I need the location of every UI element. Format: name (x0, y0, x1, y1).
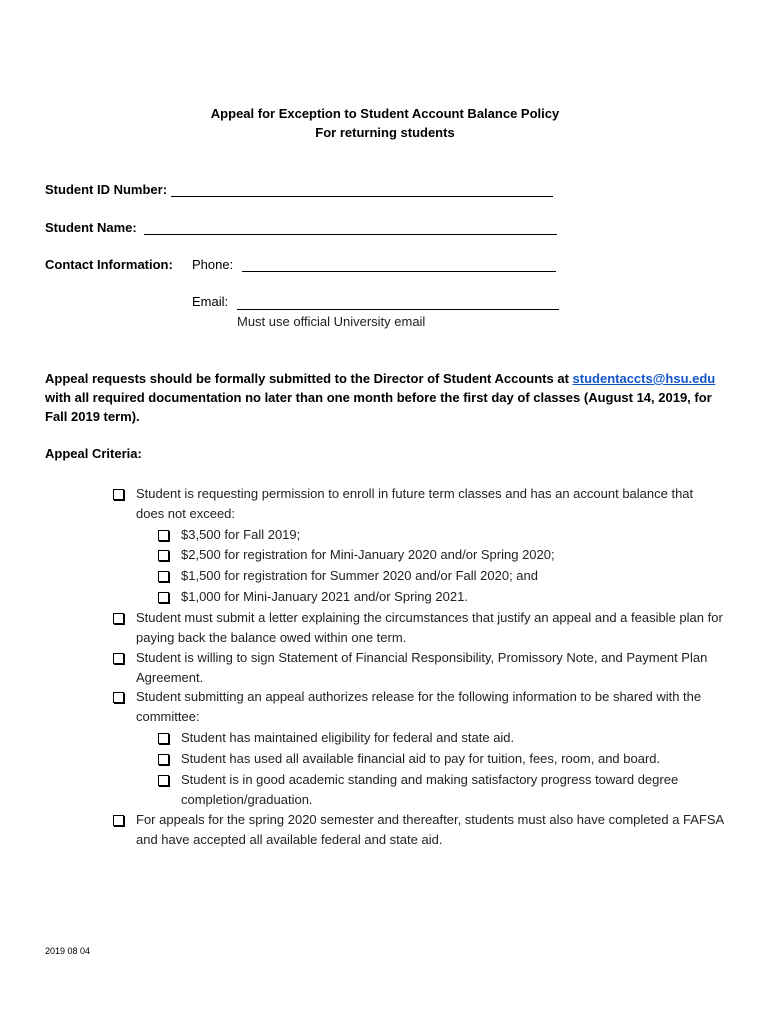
criteria-item: Student is willing to sign Statement of Financial Responsibility, Promissory Note, and Payment Plan Agreement. (136, 650, 708, 685)
email-field[interactable] (237, 309, 559, 310)
student-id-field[interactable] (171, 196, 553, 197)
criteria-item: Student submitting an appeal authorizes release for the following information to be shared with the committee: (136, 689, 702, 724)
form-title: Appeal for Exception to Student Account Balance Policy (210, 106, 560, 121)
checkbox[interactable] (113, 692, 124, 703)
criteria-item: For appeals for the spring 2020 semester and thereafter, students must also have completed a FAFSA and have accepted all available federal and state aid. (136, 812, 724, 847)
sub-criteria-item: Student is in good academic standing and making satisfactory progress toward degree completion/graduation. (181, 772, 679, 807)
checkbox[interactable] (113, 489, 124, 500)
phone-field[interactable] (242, 271, 556, 272)
sub-criteria-item: Student has used all available financial aid to pay for tuition, fees, room, and board. (181, 751, 661, 766)
instructions-text-start: Appeal requests should be formally submitted to the Director of Student Accounts at (45, 371, 573, 386)
checkbox[interactable] (158, 530, 169, 541)
checkbox[interactable] (158, 754, 169, 765)
sub-criteria-item: $1,000 for Mini-January 2021 and/or Spring 2021. (181, 589, 468, 604)
student-id-label: Student ID Number: (45, 182, 168, 197)
checkbox[interactable] (158, 733, 169, 744)
email-note: Must use official University email (237, 314, 426, 329)
sub-criteria-item: $2,500 for registration for Mini-January 2020 and/or Spring 2020; (181, 547, 555, 562)
footer-date-code: 2019 08 04 (45, 946, 91, 956)
checkbox[interactable] (158, 592, 169, 603)
sub-criteria-item: $3,500 for Fall 2019; (181, 527, 301, 542)
appeal-criteria-heading: Appeal Criteria: (45, 446, 142, 461)
criteria-item: Student is requesting permission to enroll in future term classes and has an account balance that does not exceed: (136, 486, 694, 521)
form-subtitle: For returning students (315, 125, 455, 140)
checkbox[interactable] (158, 550, 169, 561)
sub-criteria-item: Student has maintained eligibility for federal and state aid. (181, 730, 515, 745)
checkbox[interactable] (158, 775, 169, 786)
checkbox[interactable] (113, 815, 124, 826)
checkbox[interactable] (158, 571, 169, 582)
student-name-label: Student Name: (45, 220, 137, 235)
contact-information-label: Contact Information: (45, 257, 173, 272)
email-label: Email: (192, 294, 229, 309)
instructions-text-end: with all required documentation no later than one month before the first day of classes (August 14, 2019, for Fall 2019 term). (45, 390, 712, 424)
criteria-item: Student must submit a letter explaining the circumstances that justify an appeal and a feasible plan for paying back the balance owed within one term. (136, 610, 723, 645)
student-accounts-email-link[interactable]: studentaccts@hsu.edu (572, 371, 716, 386)
checkbox[interactable] (113, 613, 124, 624)
checkbox[interactable] (113, 653, 124, 664)
submission-instructions (45, 369, 735, 426)
sub-criteria-item: $1,500 for registration for Summer 2020 and/or Fall 2020; and (181, 568, 538, 583)
phone-label: Phone: (192, 257, 234, 272)
student-name-field[interactable] (144, 234, 557, 235)
